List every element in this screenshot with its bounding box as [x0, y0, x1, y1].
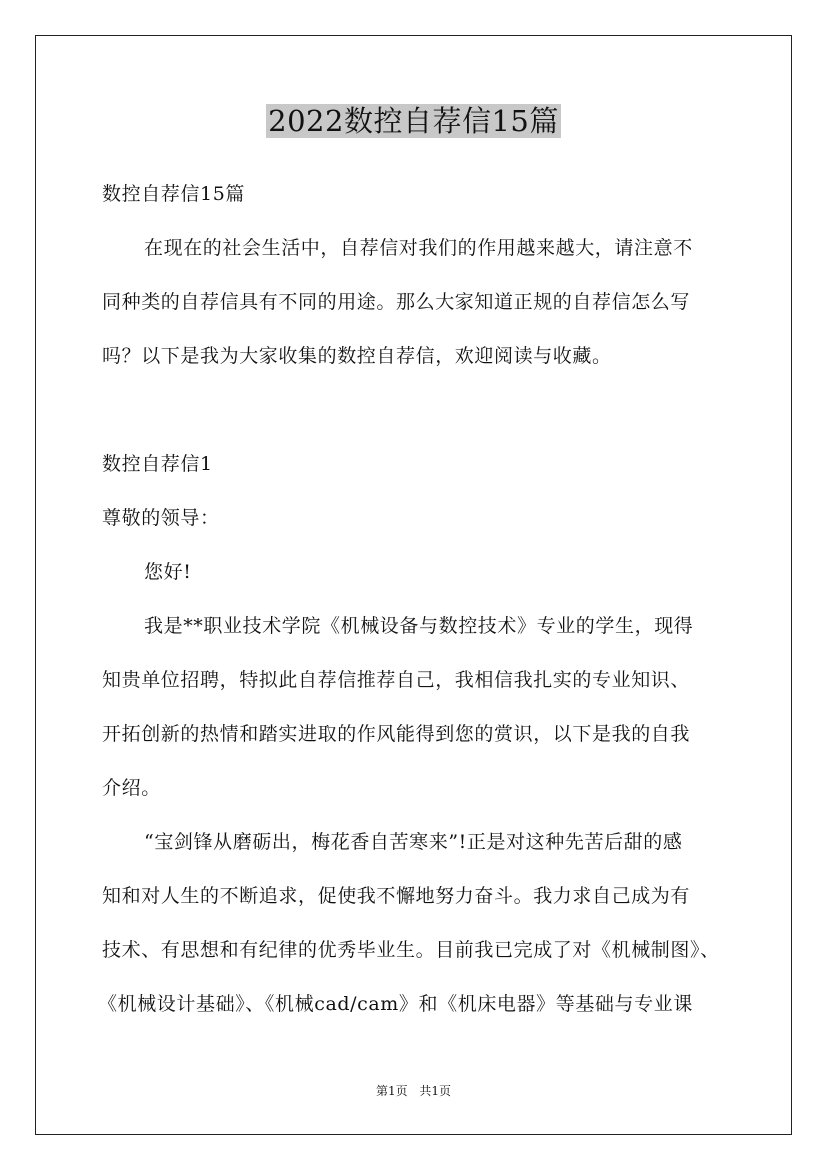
paragraph-line: “宝剑锋从磨砺出，梅花香自苦寒来”!正是对这种先苦后甜的感 [144, 831, 683, 853]
paragraph-line: 开拓创新的热情和踏实进取的作风能得到您的赏识，以下是我的自我 [102, 723, 691, 745]
paragraph-line: 知和对人生的不断追求，促使我不懈地努力奋斗。我力求自己成为有 [102, 885, 691, 907]
paragraph-line: 介绍。 [102, 777, 161, 799]
salutation: 尊敬的领导： [102, 507, 220, 529]
document-title-wrap [0, 100, 827, 142]
document-subtitle: 数控自荐信15篇 [102, 183, 245, 205]
page-total: 共1页 [419, 1084, 452, 1098]
page-number: 第1页 [375, 1084, 408, 1098]
intro-line: 吗？以下是我为大家收集的数控自荐信，欢迎阅读与收藏。 [102, 345, 612, 367]
section-heading: 数控自荐信1 [102, 453, 213, 475]
paragraph-line: 《机械设计基础》、《机械cad/cam》和《机床电器》等基础与专业课 [98, 993, 693, 1015]
paragraph-line: 技术、有思想和有纪律的优秀毕业生。目前我已完成了对《机械制图》、 [102, 939, 720, 961]
document-title: 2022数控自荐信15篇 [268, 104, 559, 138]
paragraph-line: 知贵单位招聘，特拟此自荐信推荐自己，我相信我扎实的专业知识、 [102, 669, 691, 691]
intro-line: 同种类的自荐信具有不同的用途。那么大家知道正规的自荐信怎么写 [102, 291, 691, 313]
greeting: 您好! [144, 561, 192, 583]
intro-line: 在现在的社会生活中，自荐信对我们的作用越来越大，请注意不 [144, 237, 693, 259]
page-footer [0, 1083, 827, 1099]
paragraph-line: 我是**职业技术学院《机械设备与数控技术》专业的学生，现得 [144, 615, 694, 637]
